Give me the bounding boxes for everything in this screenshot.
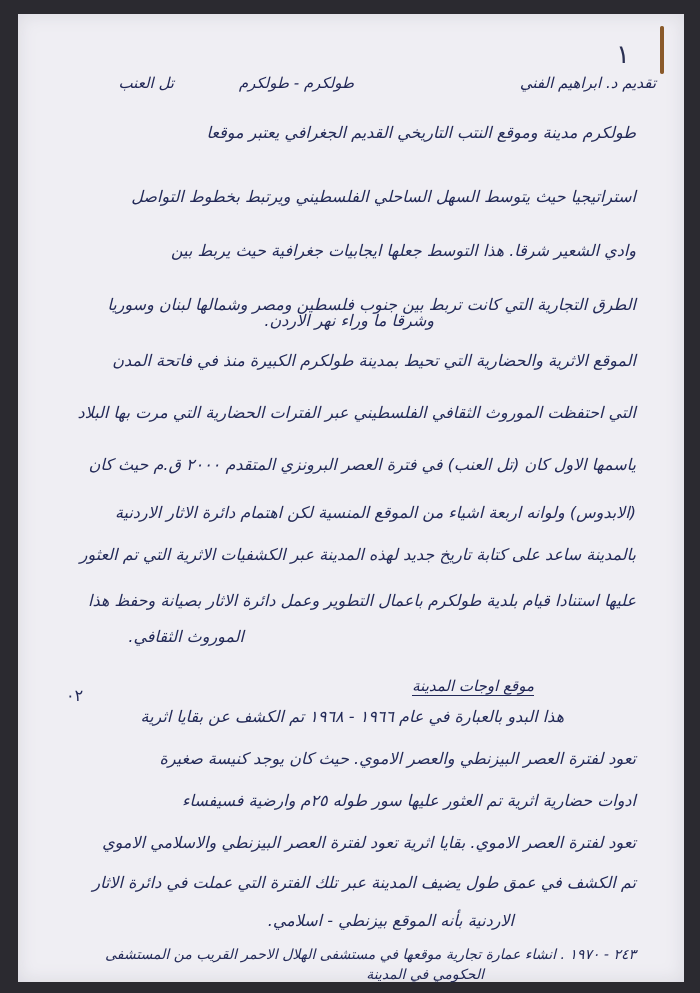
section-line-2: تعود لفترة العصر البيزنطي والعصر الاموي. حيث كان يوجد كنيسة صغيرة [159, 749, 636, 768]
section-line-3: ادوات حضارية اثرية تم العثور عليها سور طوله ٢٥م وارضية فسيفساء [181, 791, 636, 810]
body-line-2: استراتيجيا حيث يتوسط السهل الساحلي الفلسطيني ويرتبط بخطوط التواصل [131, 187, 636, 206]
paper-clip-mark [660, 26, 664, 74]
body-line-6: الموقع الاثرية والحضارية التي تحيط بمدينة طولكرم الكبيرة منذ في فاتحة المدن [112, 351, 636, 370]
header-site-name: تل العنب [118, 74, 174, 92]
section-heading [412, 676, 534, 695]
section-line-6: الاردنية بأنه الموقع بيزنطي - اسلامي. [267, 911, 514, 930]
body-line-11: عليها استنادا قيام بلدية طولكرم باعمال التطوير وعمل دائرة الاثار بصيانة وحفظ هذا [88, 591, 636, 610]
section-line-8: الحكومي في المدينة [366, 967, 484, 983]
body-line-1: طولكرم مدينة وموقع النتب التاريخي القديم الجغرافي يعتبر موقعا [206, 123, 636, 142]
document-sheet [18, 14, 684, 982]
section-title: موقع اوجات المدينة [412, 677, 534, 695]
section-line-4: تعود لفترة العصر الاموي. بقايا اثرية تعود لفترة العصر البيزنطي والاسلامي الاموي [102, 833, 636, 852]
body-line-9: (الابدوس) ولوانه اربعة اشياء من الموقع المنسية لكن اهتمام دائرة الاثار الاردنية [114, 503, 636, 522]
body-line-7: التي احتفظت الموروث الثقافي الفلسطيني عبر الفترات الحضارية التي مرت بها البلاد [77, 403, 636, 422]
body-line-12: الموروث الثقافي. [128, 627, 244, 646]
section-line-1: هذا البدو بالعبارة في عام ١٩٦٦ - ١٩٦٨ تم الكشف عن بقايا اثرية [140, 707, 564, 726]
section-line-7: ٢٤٣ - ١٩٧٠ . انشاء عمارة تجارية موقعها في مستشفى الهلال الاحمر القريب من المستشفى [105, 947, 636, 963]
body-line-4: الطرق التجارية التي كانت تربط بين جنوب فلسطين ومصر وشمالها لبنان وسوريا [107, 295, 636, 314]
header-location: طولكرم - طولكرم [238, 74, 354, 92]
page-number: ١ [616, 40, 630, 70]
body-line-10: بالمدينة ساعد على كتابة تاريخ جديد لهذه المدينة عبر الكشفيات الاثرية التي تم العثور [79, 545, 636, 564]
section-line-5: تم الكشف في عمق طول يضيف المدينة عبر تلك الفترة التي عملت في دائرة الاثار [92, 873, 636, 892]
body-line-3: وادي الشعير شرقا. هذا التوسط جعلها ايجابيات جغرافية حيث يربط بين [170, 241, 636, 260]
body-line-5: وشرقا ما وراء نهر الاردن. [264, 311, 434, 330]
section-number: ٠٢ [66, 686, 84, 705]
body-line-8: ياسمها الاول كان (تل العنب) في فترة العصر البرونزي المتقدم ٢٠٠٠ ق.م حيث كان [88, 455, 636, 474]
header-author: تقديم د. ابراهيم الفني [519, 74, 656, 92]
